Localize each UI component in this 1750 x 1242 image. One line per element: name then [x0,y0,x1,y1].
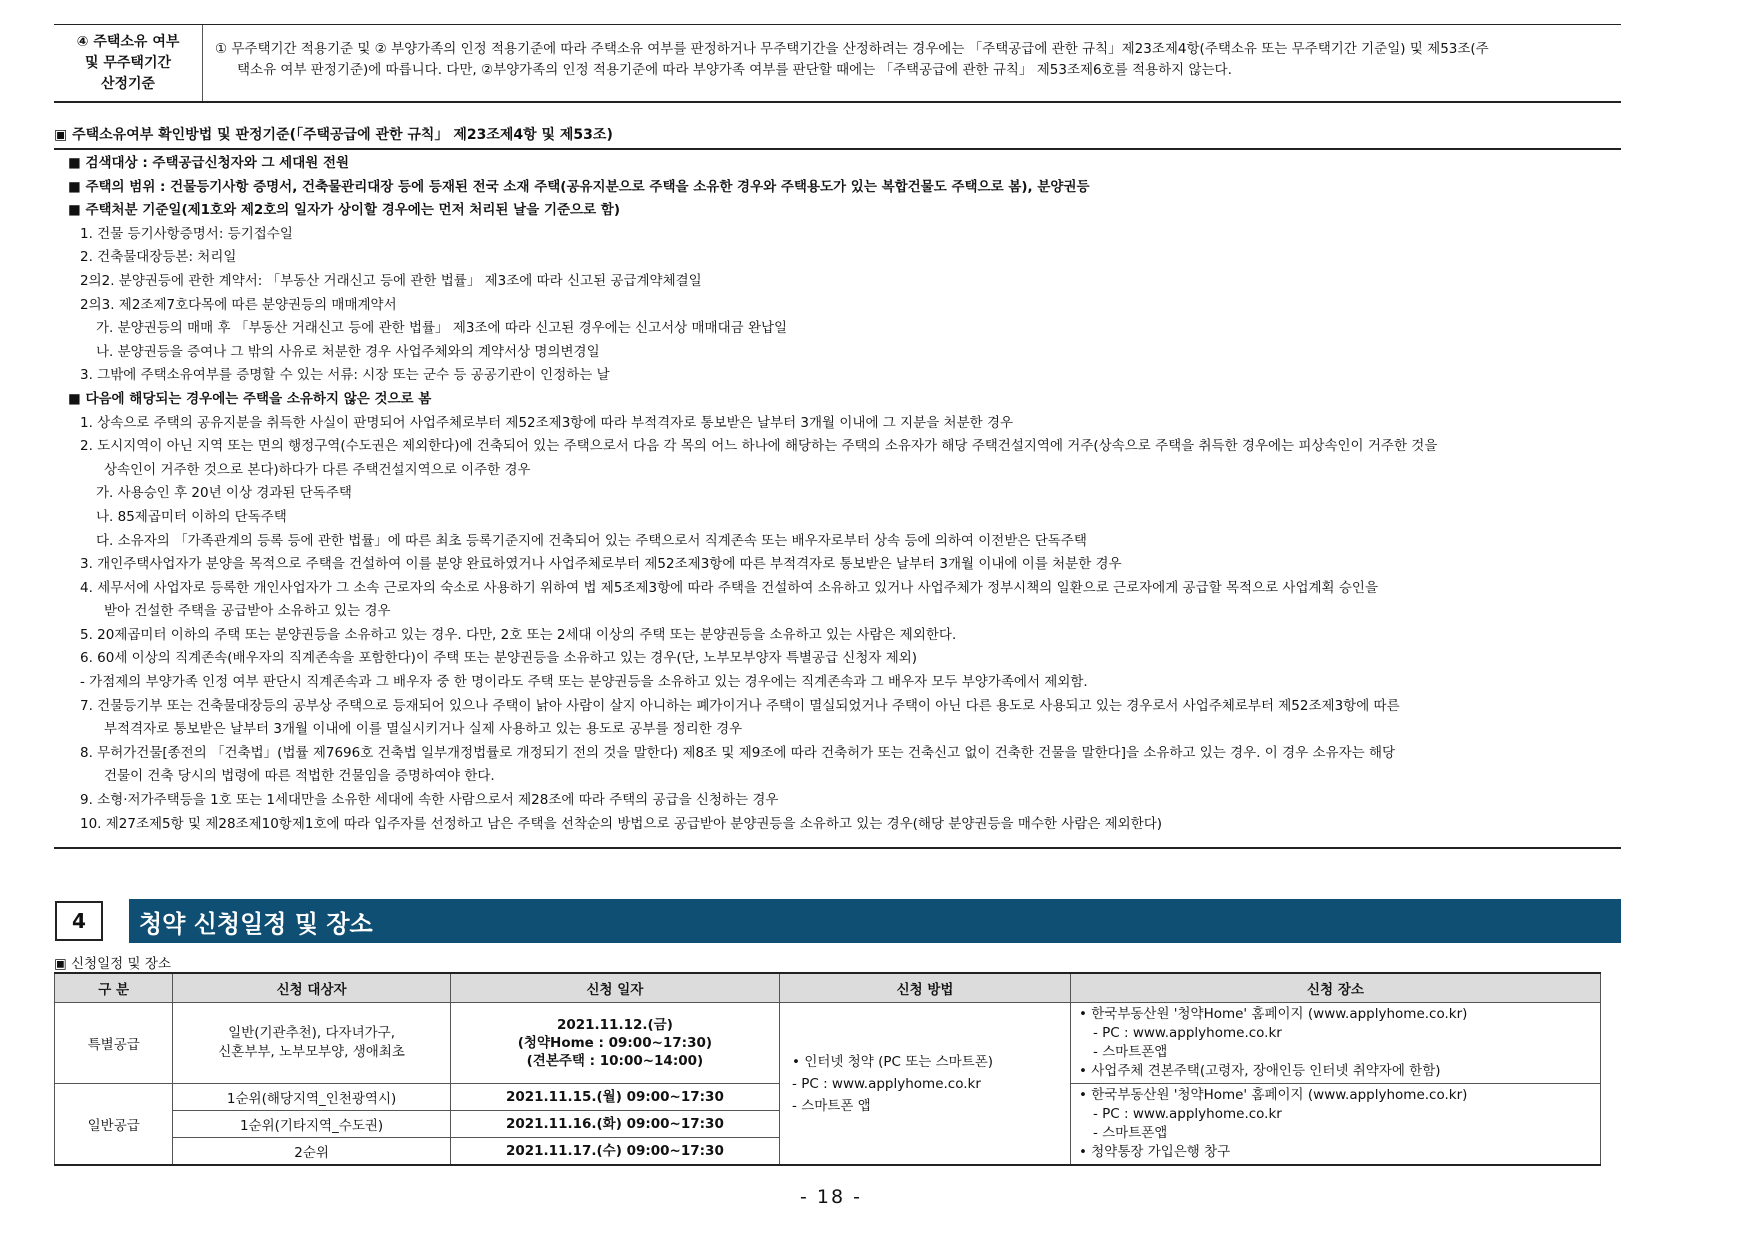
date-cell: 2021.11.16.(화) 09:00~17:30 [450,1111,779,1138]
place-line: - 스마트폰앱 [1079,1124,1599,1143]
target-line: 신혼부부, 노부모부양, 생애최초 [218,1044,405,1060]
page-number: - 18 - [800,1186,862,1208]
criteria-body-line: 택소유 여부 판정기준)에 따릅니다. 다만, ②부양가족의 인정 적용기준에 따라 부양가족 여부를 판단할 때에는 「주택공급에 관한 규칙」 제53조제6호를 적용하지 않는다. [237,62,1232,78]
place-cell [1070,1084,1600,1166]
rule-item: 3. 그밖에 주택소유여부를 증명할 수 있는 서류: 시장 또는 군수 등 공공기관이 인정하는 날 [80,367,610,384]
rule-item: 나. 분양권등을 증여나 그 밖의 사유로 처분한 경우 사업주체와의 계약서상 명의변경일 [96,343,600,360]
column-header: 신청 일자 [450,973,779,1003]
method-cell [780,1003,1071,1166]
criteria-body-cell [203,25,1621,101]
rule-item: 5. 20제곱미터 이하의 주택 또는 분양권등을 소유하고 있는 경우. 다만, 2호 또는 2세대 이상의 주택 또는 분양권등을 소유하고 있는 사람은 제외한다. [80,626,957,643]
place-cell [1070,1003,1600,1084]
place-line: • 한국부동산원 '청약Home' 홈페이지 (www.applyhome.co.kr) [1079,1086,1599,1105]
rule-item: 10. 제27조제5항 및 제28조제10항제1호에 따라 입주자를 선정하고 남은 주택을 선착순의 방법으로 공급받아 분양권등을 소유하고 있는 경우(해당 분양권등을 매수한 사람은 제외한다) [80,815,1163,832]
section-title: ▣ 주택소유여부 확인방법 및 판정기준(「주택공급에 관한 규칙」 제23조제4항 및 제53조) [54,124,1621,150]
date-cell: 2021.11.17.(수) 09:00~17:30 [450,1138,779,1166]
place-line: - PC : www.applyhome.co.kr [1079,1024,1599,1043]
method-line: • 인터넷 청약 (PC 또는 스마트폰) [792,1051,1069,1073]
criteria-body-line: ① 무주택기간 적용기준 및 ② 부양가족의 인정 적용기준에 따라 주택소유 여부를 판정하거나 무주택기간을 산정하려는 경우에는 「주택공급에 관한 규칙」제23조제4항(주택소유 또는 무주택기간 기준일) 및 제53조(주 [215,41,1489,57]
rule-heading: ■ 검색대상 : 주택공급신청자와 그 세대원 전원 [68,155,350,171]
rule-item: 8. 무허가건물[종전의 「건축법」(법률 제7696호 건축법 일부개정법률로 개정되기 전의 것을 말한다) 제8조 및 제9조에 따라 건축허가 또는 건축신고 없이 건축한 건물을 말한다]을 소유하고 있는 경우. 이 경우 소유자는 해당 [80,744,1396,761]
column-header: 신청 방법 [780,973,1071,1003]
method-line: - PC : www.applyhome.co.kr [792,1073,1069,1095]
place-line: - PC : www.applyhome.co.kr [1079,1105,1599,1124]
method-line: - 스마트폰 앱 [792,1095,1069,1117]
criteria-header-line: ④ 주택소유 여부 [76,33,180,50]
place-line: • 청약통장 가입은행 창구 [1079,1143,1599,1162]
place-line: • 한국부동산원 '청약Home' 홈페이지 (www.applyhome.co.kr) [1079,1005,1599,1024]
rule-item: 가. 분양권등의 매매 후 「부동산 거래신고 등에 관한 법률」 제3조에 따라 신고된 경우에는 신고서상 매매대금 완납일 [96,320,788,337]
date-cell [450,1003,779,1084]
category-cell: 특별공급 [55,1003,173,1084]
rule-item: 나. 85제곱미터 이하의 단독주택 [96,508,287,525]
target-line: 일반(기관추천), 다자녀가구, [228,1025,396,1041]
application-schedule-table [54,972,1601,1166]
ownership-rules-list [54,152,1621,836]
rule-heading: ■ 다음에 해당되는 경우에는 주택을 소유하지 않은 것으로 봄 [68,390,432,407]
rule-item: 2의2. 분양권등에 관한 계약서: 「부동산 거래신고 등에 관한 법률」 제3조에 따라 신고된 공급계약체결일 [80,272,702,289]
column-header: 구 분 [55,973,173,1003]
rule-item: 2. 도시지역이 아닌 지역 또는 면의 행정구역(수도권은 제외한다)에 건축되어 있는 주택으로서 다음 각 목의 어느 하나에 해당하는 주택의 소유자가 해당 주택건설지역에 거주(상속으로 주택을 취득한 경우에는 피상속인이 거주한 것을 [80,438,1438,455]
date-cell: 2021.11.15.(월) 09:00~17:30 [450,1084,779,1111]
criteria-header-cell [54,25,203,101]
category-cell: 일반공급 [55,1084,173,1166]
date-line: (청약Home : 09:00~17:30) [517,1035,713,1051]
rule-item: 9. 소형·저가주택등을 1호 또는 1세대만을 소유한 세대에 속한 사람으로서 제28조에 따라 주택의 공급을 신청하는 경우 [80,792,779,809]
rule-item: 7. 건물등기부 또는 건축물대장등의 공부상 주택으로 등재되어 있으나 주택이 낡아 사람이 살지 아니하는 폐가이거나 주택이 멸실되었거나 주택이 아닌 다른 용도로 사용되고 있는 경우로서 사업주체로부터 제52조제3항에 따른 [80,697,1400,714]
table-header-row [55,973,1601,1003]
place-line: - 스마트폰앱 [1079,1043,1599,1062]
place-line: • 사업주체 견본주택(고령자, 장애인등 인터넷 취약자에 한함) [1079,1062,1599,1081]
rule-item: 1. 건물 등기사항증명서: 등기접수일 [80,225,293,242]
rule-item: 받아 건설한 주택을 공급받아 소유하고 있는 경우 [104,603,391,620]
schedule-subheading: ▣ 신청일정 및 장소 [54,956,171,972]
column-header: 신청 대상자 [173,973,450,1003]
rule-item: 부적격자로 통보받은 날부터 3개월 이내에 이를 멸실시키거나 실제 사용하고 있는 용도로 공부를 정리한 경우 [104,721,743,738]
target-cell: 1순위(기타지역_수도권) [173,1111,450,1138]
rule-item: 건물이 건축 당시의 법령에 따른 적법한 건물임을 증명하여야 한다. [104,768,495,785]
column-header: 신청 장소 [1070,973,1600,1003]
rule-item: 1. 상속으로 주택의 공유지분을 취득한 사실이 판명되어 사업주체로부터 제52조제3항에 따라 부적격자로 통보받은 날부터 3개월 이내에 그 지분을 처분한 경우 [80,414,1014,431]
section-banner-title: 청약 신청일정 및 장소 [129,899,1621,943]
criteria-header-line: 및 무주택기간 [84,54,172,71]
rule-item: 가. 사용승인 후 20년 이상 경과된 단독주택 [96,485,352,502]
rule-heading: ■ 주택처분 기준일(제1호와 제2호의 일자가 상이할 경우에는 먼저 처리된 날을 기준으로 함) [68,202,621,219]
target-cell: 2순위 [173,1138,450,1166]
rule-item: 상속인이 거주한 것으로 본다)하다가 다른 주택건설지역으로 이주한 경우 [104,461,531,478]
date-line: 2021.11.12.(금) [556,1017,673,1033]
section-number-box: 4 [55,901,103,941]
rule-item: - 가점제의 부양가족 인정 여부 판단시 직계존속과 그 배우자 중 한 명이라도 주택 또는 분양권등을 소유하고 있는 경우에는 직계존속과 그 배우자 모두 부양가족에서 제외함. [80,674,1088,691]
criteria-header-line: 산정기준 [100,75,156,92]
ownership-criteria-table [54,24,1621,103]
rule-item: 2의3. 제2조제7호다목에 따른 분양권등의 매매계약서 [80,296,397,313]
rule-item: 2. 건축물대장등본: 처리일 [80,249,237,266]
section-divider [54,847,1621,849]
rule-item: 6. 60세 이상의 직계존속(배우자의 직계존속을 포함한다)이 주택 또는 분양권등을 소유하고 있는 경우(단, 노부모부양자 특별공급 신청자 제외) [80,650,918,667]
target-cell: 1순위(해당지역_인천광역시) [173,1084,450,1111]
target-cell [173,1003,450,1084]
rule-item: 다. 소유자의 「가족관계의 등록 등에 관한 법률」에 따른 최초 등록기준지에 건축되어 있는 주택으로서 직계존속 또는 배우자로부터 상속 등에 의하여 이전받은 단독주택 [96,532,1087,549]
table-row [55,1003,1601,1084]
rule-item: 3. 개인주택사업자가 분양을 목적으로 주택을 건설하여 이를 분양 완료하였거나 사업주체로부터 제52조제3항에 따른 부적격자로 통보받은 날부터 3개월 이내에 이를 처분한 경우 [80,556,1122,573]
rule-item: 4. 세무서에 사업자로 등록한 개인사업자가 그 소속 근로자의 숙소로 사용하기 위하여 법 제5조제3항에 따라 주택을 건설하여 소유하고 있거나 사업주체가 정부시책의 일환으로 근로자에게 공급할 목적으로 사업계획 승인을 [80,579,1378,596]
rule-heading: ■ 주택의 범위 : 건물등기사항 증명서, 건축물관리대장 등에 등재된 전국 소재 주택(공유지분으로 주택을 소유한 경우와 주택용도가 있는 복합건물도 주택으로 봄), 분양권등 [68,178,1090,195]
date-line: (견본주택 : 10:00~14:00) [526,1053,704,1069]
